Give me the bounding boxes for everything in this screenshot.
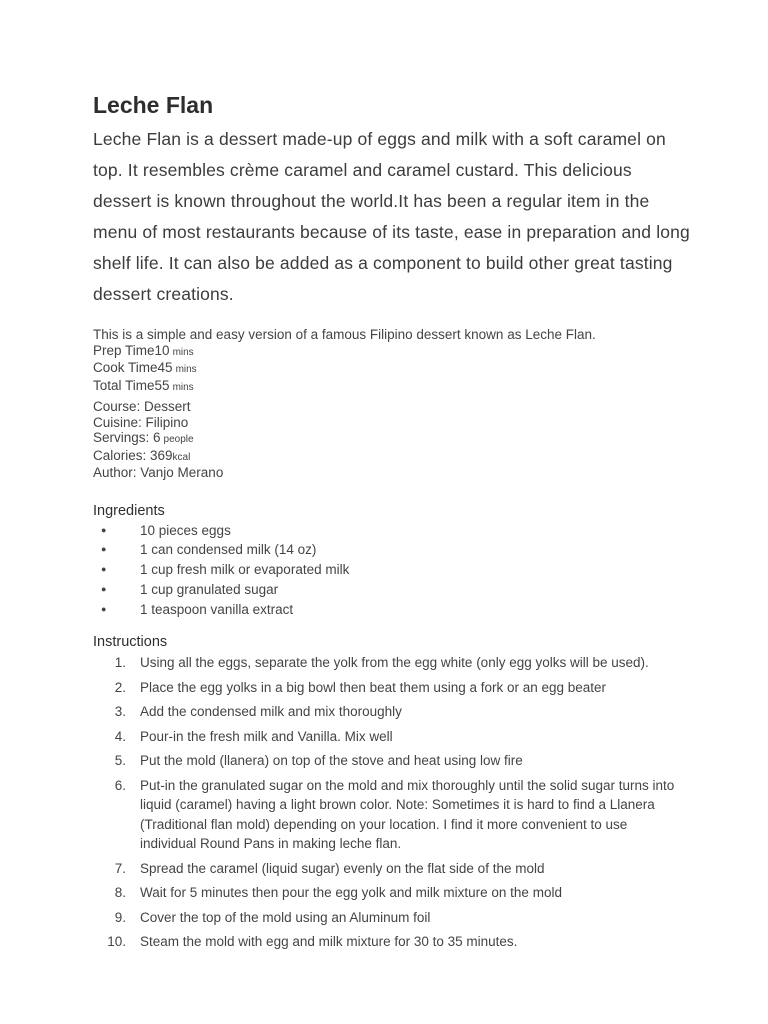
- ingredients-heading: Ingredients: [93, 502, 165, 519]
- ingredient-item: [93, 560, 693, 580]
- cook-time: [93, 360, 693, 378]
- ingredient-text: 1 can condensed milk (14 oz): [140, 542, 317, 558]
- servings-unit: people: [163, 434, 194, 445]
- ingredients-list: [93, 521, 693, 620]
- step-number: 5.: [114, 753, 126, 769]
- step-number: 2.: [114, 679, 126, 695]
- prep-time-value: 10: [154, 342, 170, 358]
- instruction-step: [93, 883, 685, 903]
- recipe-summary: [93, 327, 693, 481]
- calories-unit: kcal: [172, 451, 191, 463]
- step-text: Pour-in the fresh milk and Vanilla. Mix well: [140, 728, 393, 744]
- step-text: Put the mold (llanera) on top of the stove and heat using low fire: [140, 753, 523, 769]
- step-text: Using all the eggs, separate the yolk from the egg white (only egg yolks will be used).: [140, 655, 649, 671]
- ingredient-item: [93, 521, 693, 541]
- step-number: 7.: [114, 860, 126, 876]
- course: Course: Dessert: [93, 399, 191, 414]
- servings: [93, 430, 693, 448]
- ingredient-text: 1 cup fresh milk or evaporated milk: [140, 562, 350, 578]
- cook-time-label: Cook Time: [93, 360, 158, 375]
- step-number: 9.: [114, 909, 126, 925]
- ingredient-item: [93, 600, 693, 620]
- instruction-step: [93, 776, 685, 854]
- description: This is a simple and easy version of a famous Filipino dessert known as Leche Flan.: [93, 327, 596, 342]
- instruction-step: [93, 727, 685, 747]
- step-text: Wait for 5 minutes then pour the egg yolk and milk mixture on the mold: [140, 885, 562, 901]
- total-time-value: 55: [154, 377, 170, 393]
- instruction-step: [93, 653, 685, 673]
- instructions-list: [93, 653, 693, 952]
- cook-time-value: 45: [157, 360, 173, 375]
- calories-label: Calories: 369: [93, 447, 173, 463]
- step-number: 10.: [107, 934, 126, 950]
- step-text: Cover the top of the mold using an Aluminum foil: [140, 909, 431, 925]
- prep-time-label: Prep Time: [93, 342, 155, 358]
- page-title: Leche Flan: [93, 92, 214, 118]
- total-time-unit: mins: [172, 381, 194, 393]
- step-number: 4.: [114, 728, 126, 744]
- servings-label: Servings: 6: [93, 430, 161, 445]
- step-text: Spread the caramel (liquid sugar) evenly on the flat side of the mold: [140, 860, 545, 876]
- instruction-step: [93, 932, 685, 952]
- step-number: 1.: [114, 655, 126, 671]
- ingredient-text: 10 pieces eggs: [140, 522, 231, 538]
- step-text: Place the egg yolks in a big bowl then beat them using a fork or an egg beater: [140, 679, 607, 695]
- instruction-step: [93, 702, 685, 722]
- total-time-label: Total Time: [93, 377, 155, 393]
- instructions-heading: Instructions: [93, 634, 168, 651]
- instruction-step: [93, 859, 685, 879]
- step-number: 8.: [114, 885, 126, 901]
- cuisine: Cuisine: Filipino: [93, 414, 189, 430]
- bullet-icon: ●: [101, 564, 107, 575]
- prep-time: [93, 343, 693, 361]
- bullet-icon: ●: [101, 583, 107, 594]
- author: Author: Vanjo Merano: [93, 465, 224, 480]
- bullet-icon: ●: [101, 603, 107, 614]
- ingredient-item: [93, 540, 693, 560]
- total-time: [93, 378, 693, 396]
- ingredient-item: [93, 580, 693, 600]
- instruction-step: [93, 751, 685, 771]
- ingredient-text: 1 teaspoon vanilla extract: [140, 601, 294, 617]
- bullet-icon: ●: [101, 544, 107, 555]
- step-text: Add the condensed milk and mix thoroughly: [140, 704, 402, 720]
- instruction-step: [93, 908, 685, 928]
- step-text: Put-in the granulated sugar on the mold and mix thoroughly until the solid sugar turns into liquid (caramel) having a light brown color. Note: Sometimes it is hard to find a Llanera (Traditional flan mold) depending on your location. I find it more convenient to use individual Round Pans in making leche flan.: [140, 777, 675, 852]
- step-number: 3.: [114, 704, 126, 720]
- intro-paragraph: Leche Flan is a dessert made-up of eggs and milk with a soft caramel on top. It resembles crème caramel and caramel custard. This delicious dessert is known throughout the world.It has been a regular item in the menu of most restaurants because of its taste, ease in preparation and long shelf life. It can also be added as a component to build other great tasting dessert creations.: [93, 129, 690, 304]
- ingredient-text: 1 cup granulated sugar: [140, 581, 279, 597]
- cook-time-unit: mins: [175, 364, 197, 375]
- recipe-document: [93, 90, 693, 957]
- step-text: Steam the mold with egg and milk mixture for 30 to 35 minutes.: [140, 934, 518, 950]
- instruction-step: [93, 678, 685, 698]
- step-number: 6.: [114, 777, 126, 793]
- bullet-icon: ●: [101, 524, 107, 535]
- prep-time-unit: mins: [172, 346, 194, 358]
- calories: [93, 448, 693, 466]
